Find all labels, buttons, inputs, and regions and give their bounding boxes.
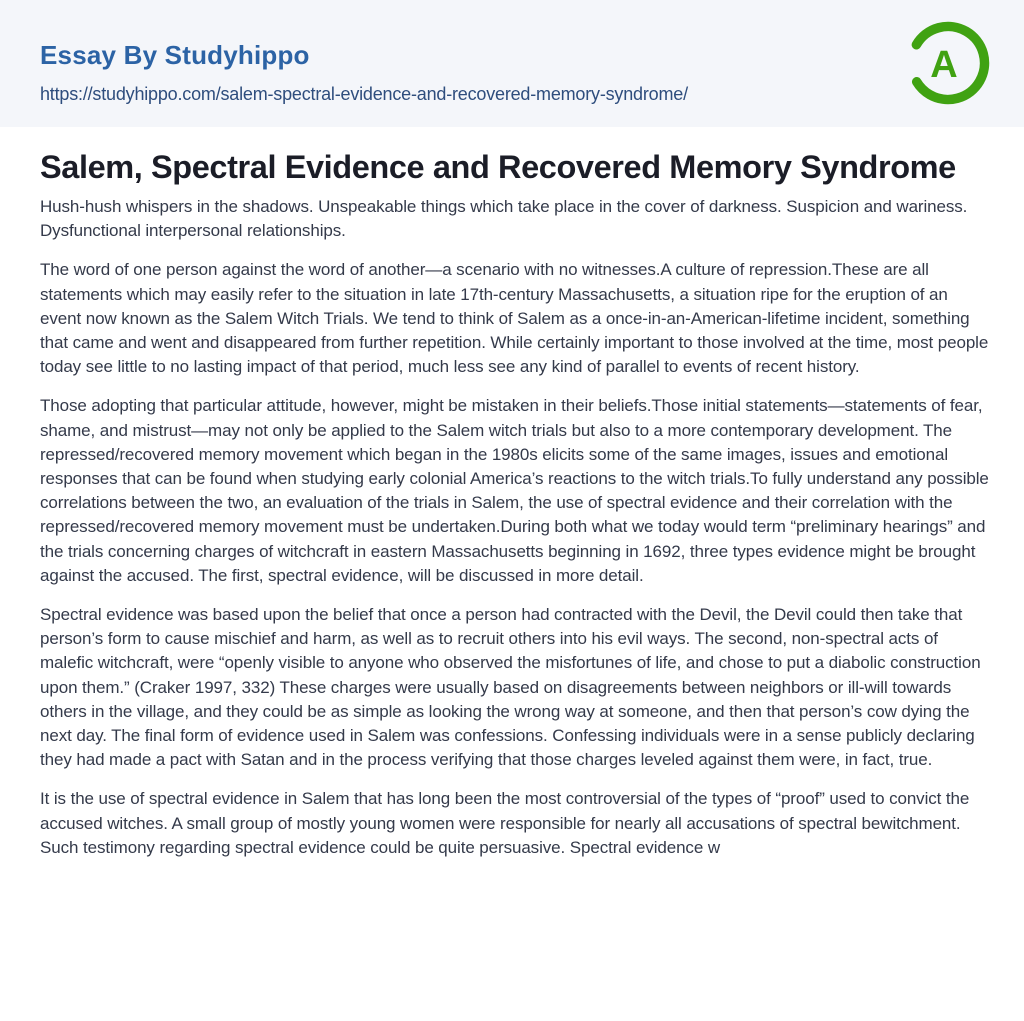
article-paragraph: Those adopting that particular attitude, however, might be mistaken in their beliefs.Those initial statements—statements of fear, shame, and mistrust—may not only be applied to the Salem witch trials but also to a more contemporary development. The repressed/recovered memory movement which began in the 1980s elicits some of the same images, issues and emotional responses that can be found when studying early colonial America’s reactions to the witch trials.To fully understand any possible correlations between the two, an evaluation of the trials in Salem, the use of spectral evidence and their correlation with the repressed/recovered memory movement must be undertaken.During both what we today would term “preliminary hearings” and the trials concerning charges of witchcraft in eastern Massachusetts beginning in 1692, three types evidence might be brought against the accused. The first, spectral evidence, will be discussed in more detail. [40,396,989,585]
article-container [0,127,1024,860]
article-body [40,195,990,860]
article-paragraph: Hush-hush whispers in the shadows. Unspeakable things which take place in the cover of darkness. Suspicion and wariness. Dysfunctional interpersonal relationships. [40,197,968,241]
article-paragraph: Spectral evidence was based upon the belief that once a person had contracted with the Devil, the Devil could then take that person’s form to cause mischief and harm, as well as to recruit others into his evil ways. The second, non-spectral acts of malefic witchcraft, were “openly visible to anyone who observed the misfortunes of life, and chose to put a diabolic construction upon them.” (Craker 1997, 332) These charges were usually based on disagreements between neighbors or ill-will towards others in the village, and they could be as simple as looking the wrong way at someone, and then that person’s cow dying the next day. The final form of evidence used in Salem was confessions. Confessing individuals were in a sense publicly declaring they had made a pact with Satan and in the process verifying that those charges leveled against them were, in fact, true. [40,605,981,770]
studyhippo-logo [906,21,990,105]
page-url-text: https://studyhippo.com/salem-spectral-evidence-and-recovered-memory-syndrome/ [40,84,688,104]
logo-arc-icon [906,21,990,105]
page-header [0,0,1024,127]
brand-title: Essay By Studyhippo [40,40,310,70]
article-paragraph: The word of one person against the word of another—a scenario with no witnesses.A culture of repression.These are all statements which may easily refer to the situation in late 17th-century Massachusetts, a situation ripe for the eruption of an event now known as the Salem Witch Trials. We tend to think of Salem as a once-in-an-American-lifetime incident, something that came and went and disappeared from further repetition. While certainly important to those involved at the time, most people today see little to no lasting impact of that period, much less see any kind of parallel to events of recent history. [40,260,989,377]
logo-letter: A [930,44,958,86]
article-paragraph: It is the use of spectral evidence in Salem that has long been the most controversial of the types of “proof” used to convict the accused witches. A small group of mostly young women were responsible for nearly all accusations of spectral bewitchment. Such testimony regarding spectral evidence could be quite persuasive. Spectral evidence w [40,789,970,857]
article-title: Salem, Spectral Evidence and Recovered Memory Syndrome [40,149,956,185]
